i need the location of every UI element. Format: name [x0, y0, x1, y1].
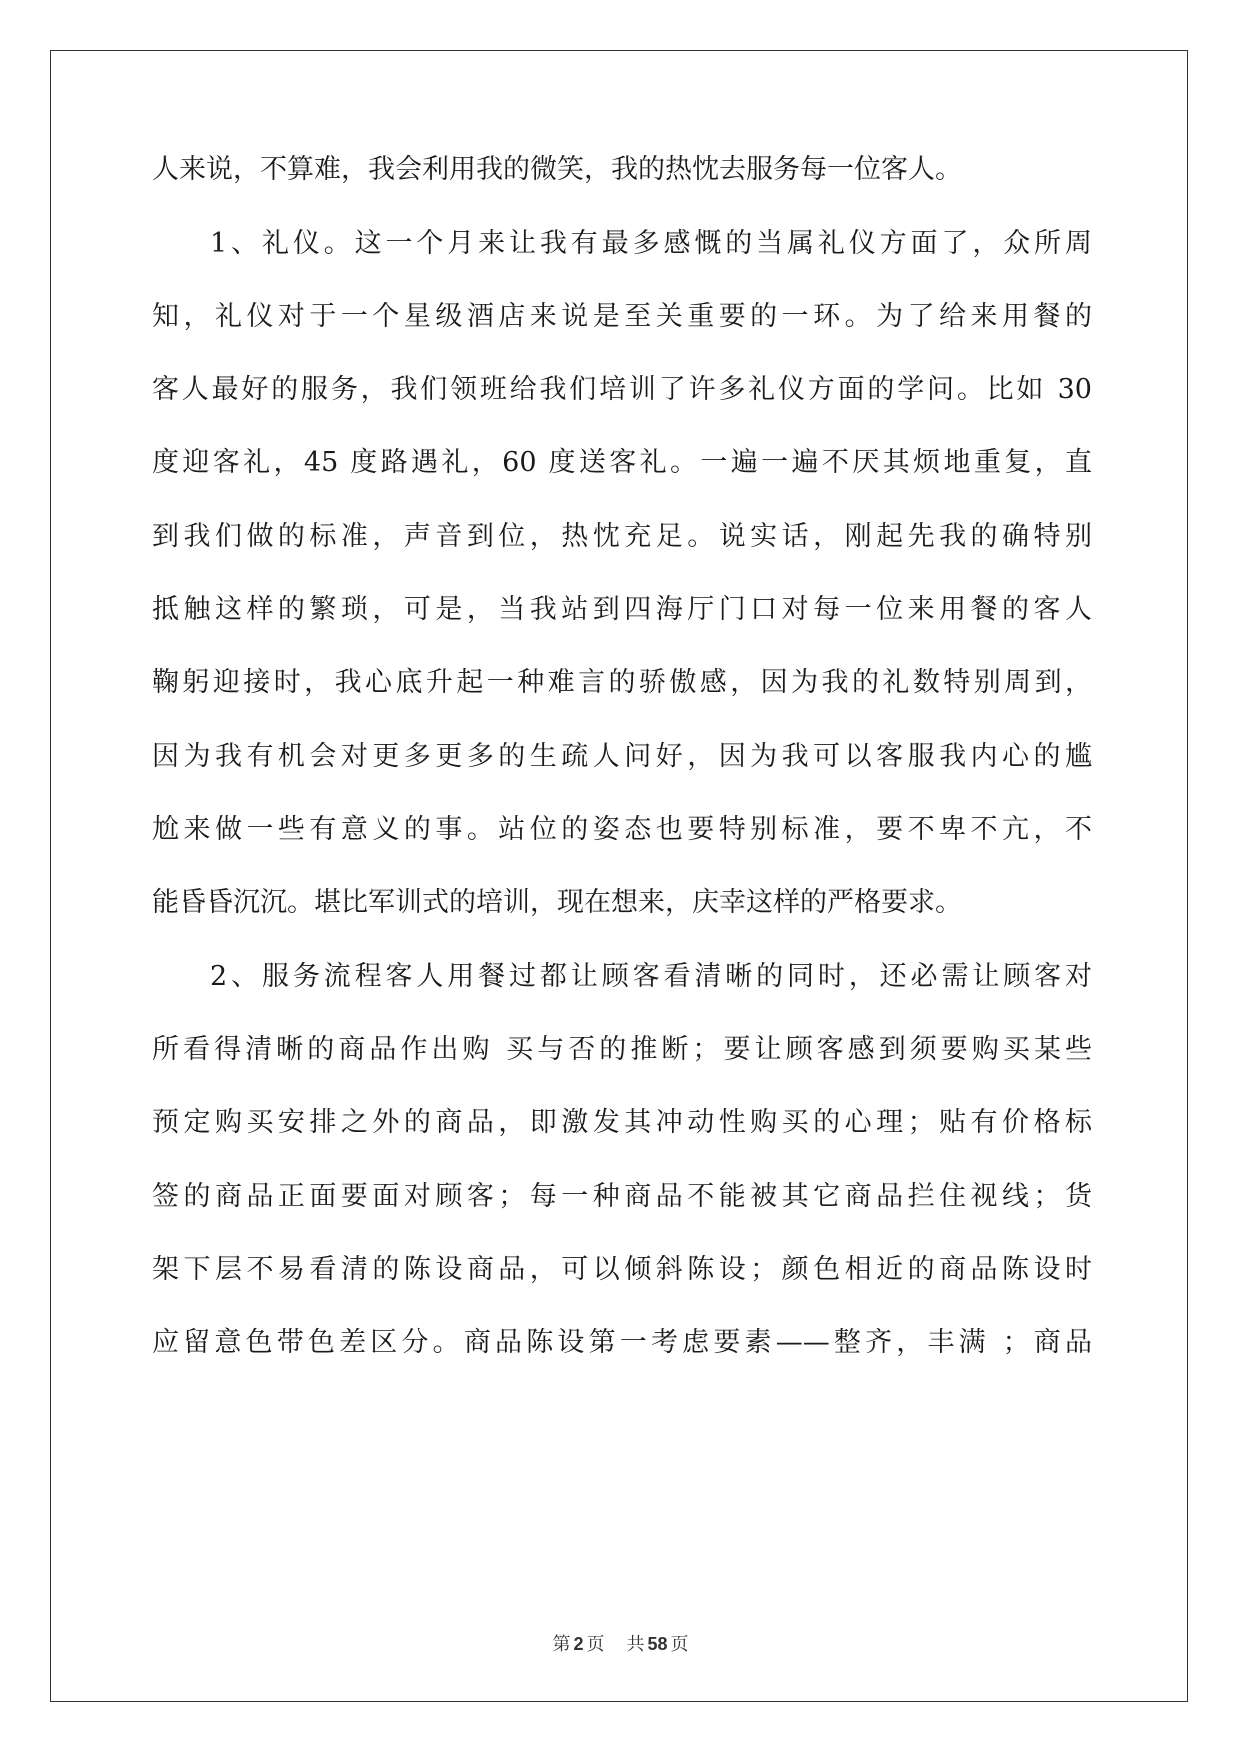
text-line-10: 尬来做一些有意义的事。站位的姿态也要特别标准，要不卑不亢，不 [152, 814, 1092, 845]
text-line-11: 能昏昏沉沉。堪比军训式的培训，现在想来，庆幸这样的严格要求。 [152, 887, 962, 918]
footer-prefix: 第 [552, 1634, 571, 1655]
text-line-15: 签的商品正面要面对顾客；每一种商品不能被其它商品拦住视线；货 [152, 1181, 1092, 1212]
page-footer [0, 1632, 1241, 1657]
current-page-number: 2 [573, 1634, 584, 1654]
text-line-5: 度迎客礼，45 度路遇礼，60 度送客礼。一遍一遍不厌其烦地重复，直 [152, 447, 1092, 478]
text-line-9: 因为我有机会对更多更多的生疏人问好，因为我可以客服我内心的尴 [152, 741, 1092, 772]
footer-page-word: 页 [586, 1634, 605, 1655]
footer-total-prefix: 共 [626, 1634, 645, 1655]
text-line-7: 抵触这样的繁琐，可是，当我站到四海厅门口对每一位来用餐的客人 [152, 594, 1092, 625]
total-page-count: 58 [647, 1634, 668, 1654]
text-line-2: 1、礼仪。这一个月来让我有最多感慨的当属礼仪方面了，众所周 [210, 228, 1092, 259]
text-line-4: 客人最好的服务，我们领班给我们培训了许多礼仪方面的学问。比如 30 [152, 374, 1092, 405]
footer-total-suffix: 页 [670, 1634, 689, 1655]
text-line-1: 人来说，不算难，我会利用我的微笑，我的热忱去服务每一位客人。 [152, 154, 962, 185]
text-line-12: 2、服务流程客人用餐过都让顾客看清晰的同时，还必需让顾客对 [210, 961, 1092, 992]
text-line-16: 架下层不易看清的陈设商品，可以倾斜陈设；颜色相近的商品陈设时 [152, 1254, 1092, 1285]
text-line-6: 到我们做的标准，声音到位，热忱充足。说实话，刚起先我的确特别 [152, 521, 1092, 552]
text-line-17: 应留意色带色差区分。商品陈设第一考虑要素——整齐，丰满 ；商品 [152, 1327, 1092, 1358]
text-line-13: 所看得清晰的商品作出购 买与否的推断；要让顾客感到须要购买某些 [152, 1034, 1092, 1065]
text-line-3: 知，礼仪对于一个星级酒店来说是至关重要的一环。为了给来用餐的 [152, 301, 1092, 332]
text-line-14: 预定购买安排之外的商品，即激发其冲动性购买的心理；贴有价格标 [152, 1107, 1092, 1138]
text-line-8: 鞠躬迎接时，我心底升起一种难言的骄傲感，因为我的礼数特别周到， [152, 667, 1092, 698]
